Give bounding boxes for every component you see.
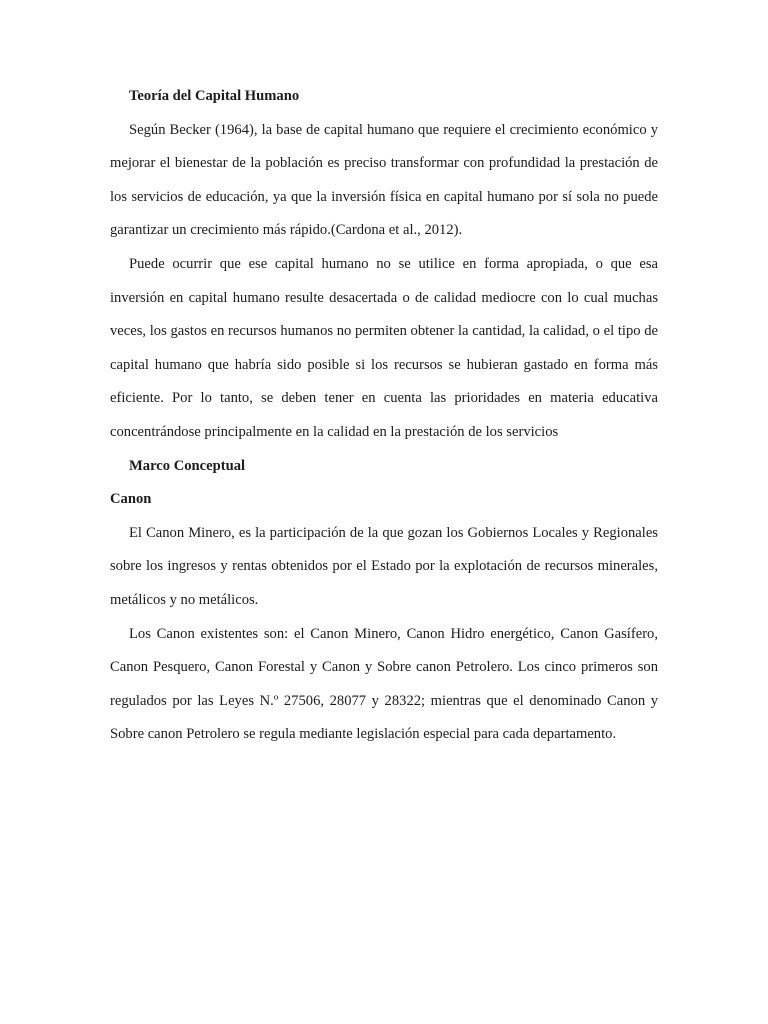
paragraph-becker: Según Becker (1964), la base de capital humano que requiere el crecimiento económico y mejorar el bienestar de la población es preciso transformar con profundidad la prestación de los servicios de educación, ya que la inversión física en capital humano por sí sola no puede garantizar un crecimiento más rápido.(Cardona et al., 2012). xyxy=(110,121,658,239)
document-page xyxy=(110,80,658,752)
heading-canon: Canon xyxy=(110,491,152,508)
paragraph-puede-ocurrir: Puede ocurrir que ese capital humano no se utilice en forma apropiada, o que esa inversión en capital humano resulte desacertada o de calidad mediocre con lo cual muchas veces, los gastos en recursos humanos no permiten obtener la cantidad, la calidad, o el tipo de capital humano que habría sido posible si los recursos se hubieran gastado en forma más eficiente. Por lo tanto, se deben tener en cuenta las prioridades en materia educativa concentrándose principalmente en la calidad en la prestación de los servicios xyxy=(110,255,658,440)
paragraph-canon-existentes: Los Canon existentes son: el Canon Minero, Canon Hidro energético, Canon Gasífero, Canon Pesquero, Canon Forestal y Canon y Sobre canon Petrolero. Los cinco primeros son regulados por las Leyes N.º 27506, 28077 y 28322; mientras que el denominado Canon y Sobre canon Petrolero se regula mediante legislación especial para cada departamento. xyxy=(110,625,658,743)
heading-teoria-capital-humano: Teoría del Capital Humano xyxy=(129,88,300,104)
paragraph-canon-minero: El Canon Minero, es la participación de la que gozan los Gobiernos Locales y Regionales sobre los ingresos y rentas obtenidos por el Estado por la explotación de recursos minerales, metálicos y no metálicos. xyxy=(110,524,658,608)
heading-marco-conceptual: Marco Conceptual xyxy=(129,457,246,474)
